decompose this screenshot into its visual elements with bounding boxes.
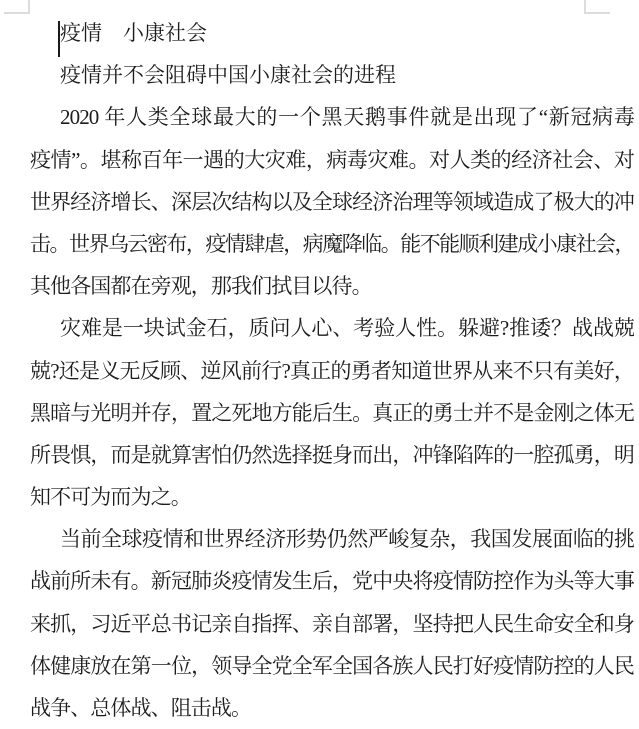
document-text-area[interactable] <box>30 12 634 729</box>
body-text-line: 来抓，习近平总书记亲自指挥、亲自部署，坚持把人民生命安全和身 <box>30 611 634 636</box>
title-line: 疫情并不会阻碍中国小康社会的进程 <box>60 63 396 88</box>
body-text-line: 疫情”。堪称百年一遇的大灾难，病毒灾难。对人类的经济社会、对 <box>30 147 634 172</box>
margin-crop-mark-top-left-horizontal <box>4 12 30 14</box>
body-text-line: 体健康放在第一位，领导全党全军全国各族人民打好疫情防控的人民 <box>30 653 634 678</box>
body-text-line: 灾难是一块试金石，质问人心、考验人性。躲避?推诿？战战兢 <box>60 316 634 341</box>
body-text-line: 击。世界乌云密布，疫情肆虐，病魔降临。能不能顺利建成小康社会， <box>30 231 634 256</box>
body-text-line: 战前所未有。新冠肺炎疫情发生后，党中央将疫情防控作为头等大事 <box>30 569 634 594</box>
body-text-line: 知不可为而为之。 <box>30 485 191 510</box>
body-text-line: 其他各国都在旁观，那我们拭目以待。 <box>30 274 372 299</box>
body-text-line: 所畏惧，而是就算害怕仍然选择挺身而出，冲锋陷阵的一腔孤勇，明 <box>30 442 634 467</box>
body-text-line: 黑暗与光明并存，置之死地方能后生。真正的勇士并不是金刚之体无 <box>30 400 634 425</box>
body-text-line: 兢?还是义无反顾、逆风前行?真正的勇者知道世界从来不只有美好， <box>30 358 634 383</box>
body-text-line: 世界经济增长、深层次结构以及全球经济治理等领域造成了极大的冲 <box>30 189 634 214</box>
heading-line: 疫情 小康社会 <box>60 21 207 45</box>
body-text-line: 2020 年人类全球最大的一个黑天鹅事件就是出现了“新冠病毒 <box>60 105 634 130</box>
body-text-line: 战争、总体战、阻击战。 <box>30 696 252 720</box>
body-text-line: 当前全球疫情和世界经济形势仍然严峻复杂，我国发展面临的挑 <box>60 527 634 552</box>
